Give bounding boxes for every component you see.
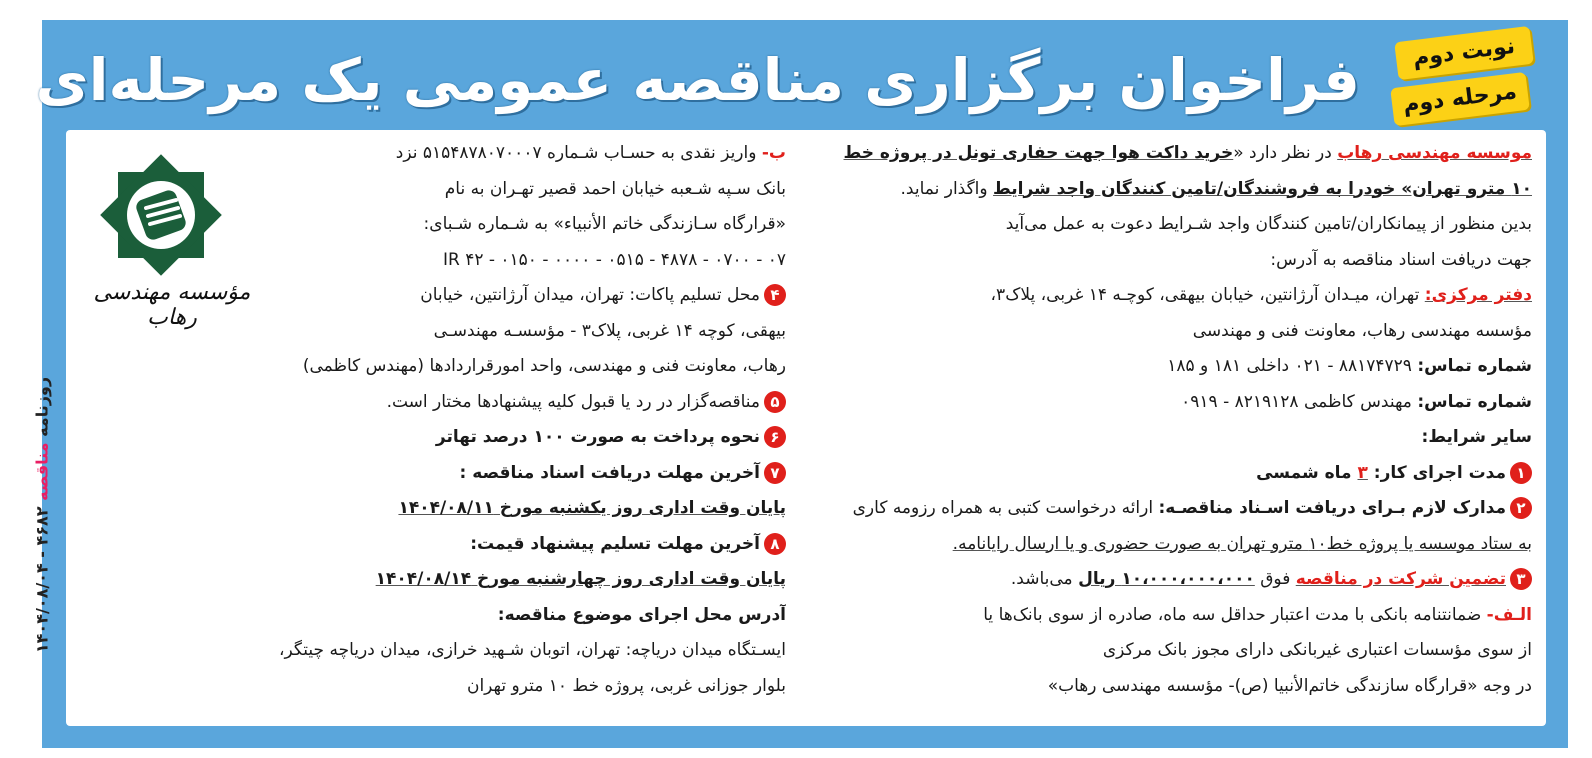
documents-text: ارائه درخواست کتبی به همراه رزومه کاری xyxy=(852,498,1159,518)
duration-value: ۳ xyxy=(1357,462,1368,483)
condition-1 xyxy=(826,456,1532,492)
logo-caption: مؤسسه مهندسی رهاب xyxy=(93,280,251,330)
bid-deadline-label: آخرین مهلت تسلیم پیشنهاد قیمت: xyxy=(470,533,760,554)
delivery-text: محل تسلیم پاکات: تهران، میدان آرژانتین، خیابان xyxy=(420,285,760,305)
office-text: تهران، میـدان آرژانتین، خیابان بیهقی، کوچـه ۱۴ غربی، پلاک۳، xyxy=(990,285,1425,305)
right-line-3: بدین منظور از پیمانکاران/تامین کنندگان واجد شـرایط دعوت به عمل می‌آید xyxy=(1005,214,1532,234)
guarantee-end: می‌باشد. xyxy=(1010,569,1079,589)
rahab-logo-icon xyxy=(96,150,226,280)
phone-label-2: شماره تماس: xyxy=(1417,391,1532,412)
left-line-15: ایسـتگاه میدان دریاچه: تهران، اتوبان شـهید خرازی، میدان دریاچه چیتگر، xyxy=(279,640,786,660)
bid-deadline-value: پایان وقت اداری روز چهارشنبه مورخ ۱۴۰۴/۰۸/۱۴ xyxy=(375,569,786,589)
duration-label: مدت اجرای کار: xyxy=(1367,462,1506,483)
option-b-label: ب- xyxy=(761,143,786,163)
badge-turn: نوبت دوم xyxy=(1394,26,1534,80)
office-label: دفتر مرکزی: xyxy=(1424,285,1532,305)
condition-6 xyxy=(76,420,786,456)
guarantee-amount: ۱۰،۰۰۰،۰۰۰،۰۰۰ ریال xyxy=(1078,569,1255,589)
sheba-number: IR ۴۲ - ۰۱۵۰ - ۰۰۰۰ - ۰۵۱۵ - ۴۸۷۸ - ۰۷۰۰ - ۰۷ xyxy=(442,249,786,270)
documents-label: مدارک لازم بـرای دریافت اسـناد مناقصـه: xyxy=(1158,498,1506,518)
right-column xyxy=(826,136,1532,704)
number-badge-8: ۸ xyxy=(764,533,786,555)
left-line-6: بیهقی، کوچه ۱۴ غربی، پلاک۳ - مؤسسـه مهندسـی xyxy=(433,320,786,341)
number-badge-2: ۲ xyxy=(1510,497,1532,519)
newspaper-brand: مناقصه xyxy=(32,442,52,501)
intro-text: در نظر دارد « xyxy=(1233,143,1338,163)
badge-stage: مرحله دوم xyxy=(1390,72,1530,126)
bid-deadline-date xyxy=(76,562,786,598)
right-line-2 xyxy=(826,172,1532,208)
guarantee-text: فوق xyxy=(1254,569,1296,589)
phone-line-1 xyxy=(826,349,1532,385)
phone-line-2 xyxy=(826,385,1532,421)
left-line-16: بلوار جوزانی غربی، پروژه خط ۱۰ مترو تهران xyxy=(466,675,786,696)
rejection-text: مناقصه‌گزار در رد یا قبول کلیه پیشنهادها مختار است. xyxy=(386,391,760,412)
tender-subject: خرید داکت هوا جهت حفاری تونل در پروژه خط xyxy=(843,143,1234,163)
left-line-2: بانک سـپه شـعبه خیابان احمد قصیر تهـران به نام xyxy=(444,178,786,199)
doc-deadline-label: آخرین مهلت دریافت اسناد مناقصه : xyxy=(459,462,760,483)
option-b-text: واریز نقدی به حسـاب شـماره ۵۱۵۴۸۷۸۰۷۰۰۰۷ نزد xyxy=(395,143,762,163)
guarantee-label: تضمین شرکت در مناقصه xyxy=(1295,569,1506,589)
page-title: فراخوان برگزاری مناقصه عمومی یک مرحله‌ای xyxy=(35,46,1360,114)
organizer-name: موسسه مهندسی رهاب xyxy=(1337,143,1532,163)
number-badge-3: ۳ xyxy=(1510,568,1532,590)
option-a-text: ضمانتنامه بانکی با مدت اعتبار حداقل سه ماه، صادره از سوی بانک‌ها یا xyxy=(983,604,1487,625)
right-line-12: به ستاد موسسه یا پروژه خط۱۰ مترو تهران به صورت حضوری و یا ارسال رایانامه. xyxy=(952,533,1532,554)
number-badge-1: ۱ xyxy=(1510,462,1532,484)
phone-value: ۸۸۱۷۴۷۲۹ - ۰۲۱ داخلی ۱۸۱ و ۱۸۵ xyxy=(1167,356,1418,376)
number-badge-4: ۴ xyxy=(764,284,786,306)
newspaper-prefix: روزنامه xyxy=(32,376,52,443)
tender-subject-cont: ۱۰ مترو تهران» خودرا به فروشندگان/تامین کنندگان واجد شرایط xyxy=(993,178,1532,199)
duration-unit: ماه شمسی xyxy=(1256,462,1358,483)
number-badge-7: ۷ xyxy=(764,462,786,484)
site-address-heading: آدرس محل اجرای موضوع مناقصه: xyxy=(497,604,786,625)
right-line-4: جهت دریافت اسناد مناقصه به آدرس: xyxy=(1270,249,1532,270)
number-badge-5: ۵ xyxy=(764,391,786,413)
condition-3 xyxy=(826,562,1532,598)
left-line-3: «قرارگاه سـازندگی خاتم الأنبیاء» به شـماره شـبای: xyxy=(423,214,786,234)
payment-text: نحوه پرداخت به صورت ۱۰۰ درصد تهاتر xyxy=(435,427,760,447)
issue-number-date: ۴۶۸۲ - ۱۴۰۴/۰۸/۰۴ xyxy=(32,500,52,654)
newspaper-issue xyxy=(33,377,52,653)
condition-8 xyxy=(76,527,786,563)
condition-5 xyxy=(76,385,786,421)
right-line-16: در وجه «قرارگاه سازندگی خاتم‌الأنبیا (ص)- مؤسسه مهندسی رهاب» xyxy=(1047,675,1532,696)
phone-value-2: مهندس کاظمی ۸۲۱۹۱۲۸ - ۰۹۱۹ xyxy=(1181,391,1418,412)
newspaper-sidebar xyxy=(22,360,62,670)
number-badge-6: ۶ xyxy=(764,426,786,448)
right-line-1 xyxy=(826,136,1532,172)
condition-7 xyxy=(76,456,786,492)
option-a-label: الـف- xyxy=(1486,604,1532,625)
condition-2 xyxy=(826,491,1532,527)
left-line-7: رهاب، معاونت فنی و مهندسی، واحد امورقراردادها (مهندس کاظمی) xyxy=(302,356,786,376)
right-line-6: مؤسسه مهندسی رهاب، معاونت فنی و مهندسی xyxy=(1192,320,1532,341)
doc-deadline-date xyxy=(76,491,786,527)
doc-deadline-value: پایان وقت اداری روز یکشنبه مورخ ۱۴۰۴/۰۸/۱۱ xyxy=(398,498,786,518)
office-address xyxy=(826,278,1532,314)
right-line-15: از سوی مؤسسات اعتباری غیربانکی دارای مجوز بانک مرکزی xyxy=(1102,640,1532,660)
guarantee-option-a xyxy=(826,598,1532,634)
phone-label: شماره تماس: xyxy=(1417,356,1532,376)
other-conditions-heading: سایر شرایط: xyxy=(1421,427,1532,447)
intro-text-end: واگذار نماید. xyxy=(900,178,994,199)
